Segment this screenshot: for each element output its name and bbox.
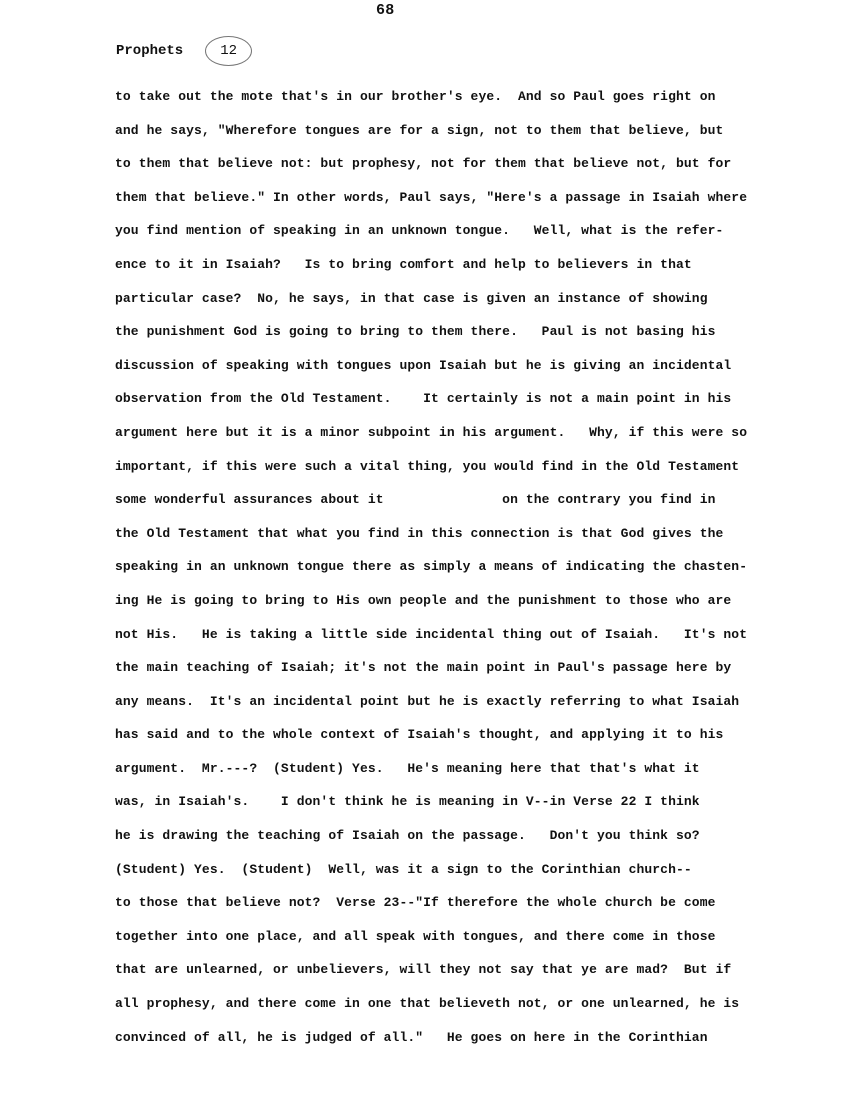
text-line: the punishment God is going to bring to them there. Paul is not basing his [115, 324, 716, 340]
text-line: has said and to the whole context of Isaiah's thought, and applying it to his [115, 727, 724, 743]
header-title: Prophets [116, 43, 184, 59]
text-line: you find mention of speaking in an unknown tongue. Well, what is the refer- [115, 223, 724, 239]
text-line: he is drawing the teaching of Isaiah on the passage. Don't you think so? [115, 828, 700, 844]
text-line: the main teaching of Isaiah; it's not the main point in Paul's passage here by [115, 660, 732, 676]
text-line: convinced of all, he is judged of all." He goes on here in the Corinthian [115, 1029, 708, 1045]
text-line: (Student) Yes. (Student) Well, was it a sign to the Corinthian church-- [115, 861, 692, 877]
text-line: was, in Isaiah's. I don't think he is meaning in V--in Verse 22 I think [115, 794, 700, 810]
text-line: particular case? No, he says, in that case is given an instance of showing [115, 290, 708, 306]
text-line: and he says, "Wherefore tongues are for a sign, not to them that believe, but [115, 122, 724, 138]
text-line: that are unlearned, or unbelievers, will they not say that ye are mad? But if [115, 962, 732, 978]
text-line: not His. He is taking a little side incidental thing out of Isaiah. It's not [115, 626, 748, 642]
text-line: ence to it in Isaiah? Is to bring comfort and help to believers in that [115, 256, 692, 272]
text-line: ing He is going to bring to His own people and the punishment to those who are [115, 592, 732, 608]
text-line: them that believe." In other words, Paul says, "Here's a passage in Isaiah where [115, 189, 748, 205]
text-line: to them that believe not: but prophesy, not for them that believe not, but for [115, 156, 732, 172]
text-line: discussion of speaking with tongues upon Isaiah but he is giving an incidental [115, 357, 732, 373]
text-line: all prophesy, and there come in one that believeth not, or one unlearned, he is [115, 996, 740, 1012]
text-line: any means. It's an incidental point but he is exactly referring to what Isaiah [115, 693, 740, 709]
text-line: speaking in an unknown tongue there as simply a means of indicating the chasten- [115, 559, 748, 575]
text-line: observation from the Old Testament. It certainly is not a main point in his [115, 391, 732, 407]
header-circled-number: 12 [205, 36, 252, 66]
text-line: the Old Testament that what you find in this connection is that God gives the [115, 525, 724, 541]
text-line: argument here but it is a minor subpoint in his argument. Why, if this were so [115, 424, 748, 440]
page-number: 68 [376, 2, 395, 19]
text-line: to those that believe not? Verse 23--"If therefore the whole church be come [115, 895, 716, 911]
text-line: to take out the mote that's in our brother's eye. And so Paul goes right on [115, 89, 716, 104]
body-text [115, 87, 805, 1061]
text-line: together into one place, and all speak with tongues, and there come in those [115, 928, 716, 944]
text-line: argument. Mr.---? (Student) Yes. He's meaning here that that's what it [115, 760, 700, 776]
text-line: important, if this were such a vital thing, you would find in the Old Testament [115, 458, 740, 474]
text-line: some wonderful assurances about it on the contrary you find in [115, 492, 716, 508]
page-header [116, 36, 252, 66]
